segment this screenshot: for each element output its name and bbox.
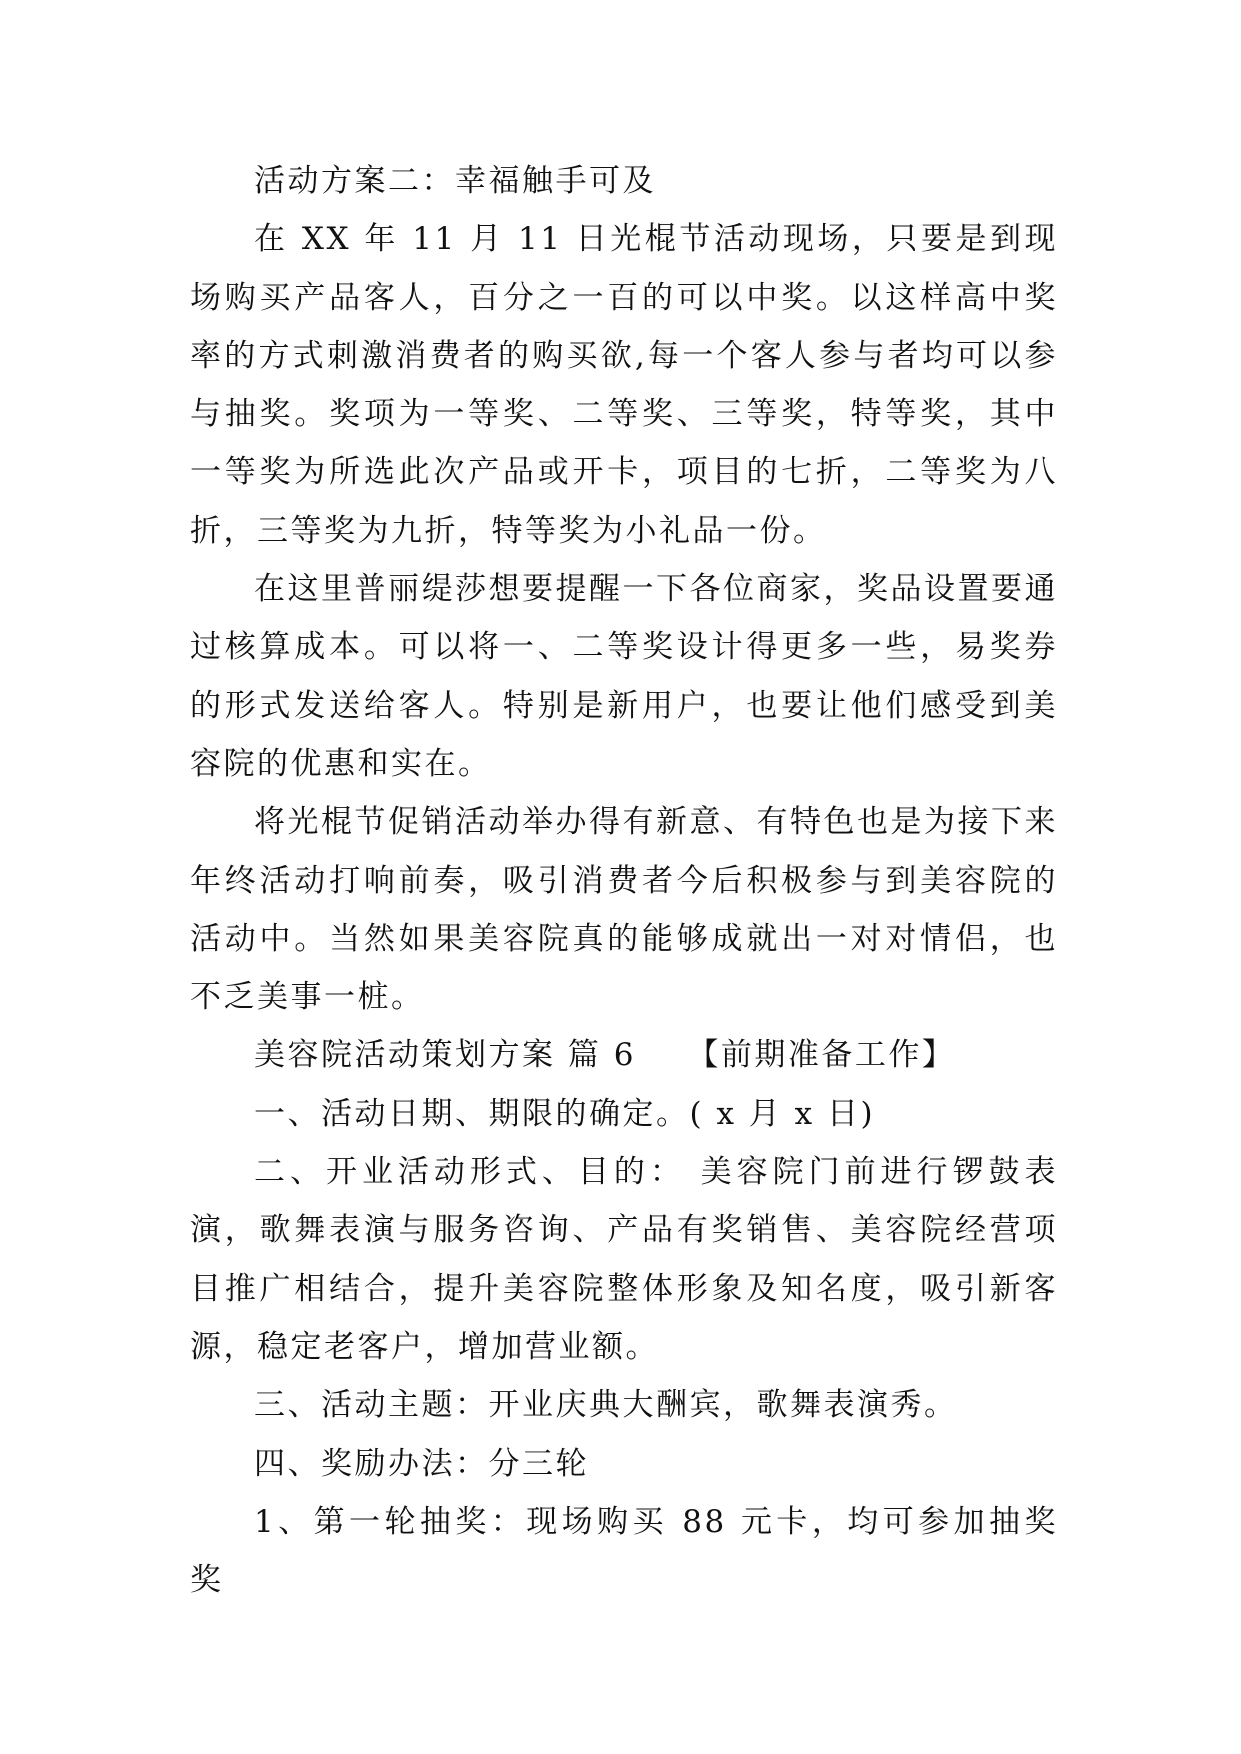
- paragraph: 三、活动主题：开业庆典大酬宾，歌舞表演秀。: [254, 1387, 958, 1424]
- paragraph: 将光棍节促销活动举办得有新意、有特色也是为接下来年终活动打响前奏，吸引消费者今后积极参与到美容院的活动中。当然如果美容院真的能够成就出一对对情侣，也不乏美事一桩。: [190, 804, 1058, 1016]
- paragraph: 二、开业活动形式、目的： 美容院门前进行锣鼓表演，歌舞表演与服务咨询、产品有奖销售、美容院经营项目推广相结合，提升美容院整体形象及知名度，吸引新客源，稳定老客户，增加营业额。: [190, 1154, 1058, 1365]
- document-body: [190, 152, 1058, 1609]
- paragraph: 在 XX 年 11 月 11 日光棍节活动现场，只要是到现场购买产品客人，百分之一百的可以中奖。以这样高中奖率的方式刺激消费者的购买欲,每一个客人参与者均可以参与抽奖。奖项为一等奖、二等奖、三等奖，特等奖，其中一等奖为所选此次产品或开卡，项目的七折，二等奖为八折，三等奖为九折，特等奖为小礼品一份。: [190, 221, 1058, 549]
- paragraph: 四、奖励办法：分三轮: [254, 1445, 589, 1482]
- paragraph: 1、第一轮抽奖：现场购买 88 元卡，均可参加抽奖 奖: [190, 1503, 1058, 1599]
- paragraph: 一、活动日期、期限的确定。( x 月 x 日): [254, 1095, 876, 1132]
- section-heading: 活动方案二：幸福触手可及: [254, 163, 656, 199]
- paragraph: 在这里普丽缇莎想要提醒一下各位商家，奖品设置要通过核算成本。可以将一、二等奖设计得更多一些，易奖券的形式发送给客人。特别是新用户，也要让他们感受到美容院的优惠和实在。: [190, 571, 1058, 782]
- section-title: 美容院活动策划方案 篇 6 【前期准备工作】: [254, 1037, 956, 1074]
